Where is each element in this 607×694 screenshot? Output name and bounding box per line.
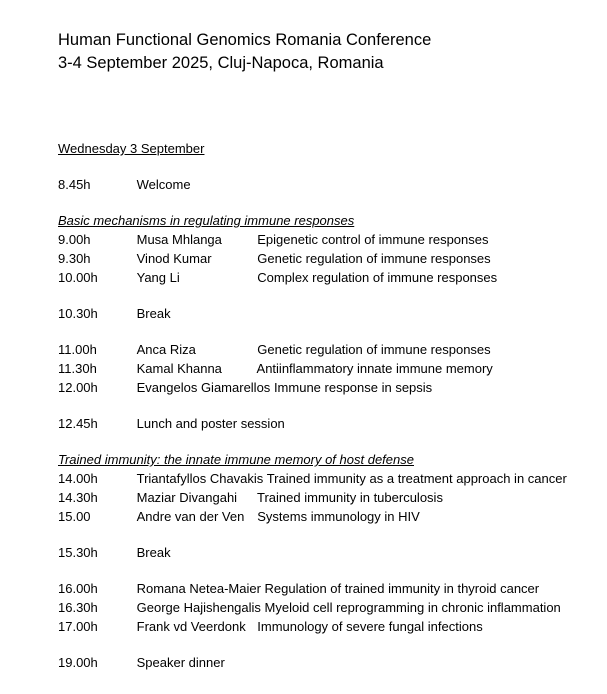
talk-title: Epigenetic control of immune responses xyxy=(257,232,489,247)
talk-title: Genetic regulation of immune responses xyxy=(257,251,491,266)
talk-title: Immunology of severe fungal infections xyxy=(257,619,483,634)
talk-title: Systems immunology in HIV xyxy=(257,509,420,524)
talk-speaker: Yang Li xyxy=(136,270,180,285)
event-time: 19.00h xyxy=(58,655,98,670)
talk-row xyxy=(58,469,599,488)
conference-title xyxy=(58,29,599,75)
event-label: Speaker dinner xyxy=(136,655,225,670)
event-row-break-morning xyxy=(58,304,599,323)
talk-row xyxy=(58,617,599,636)
talk-speaker: Romana Netea-Maier xyxy=(136,581,261,596)
event-row-break-afternoon xyxy=(58,543,599,562)
talk-time: 14.00h xyxy=(58,471,98,486)
event-label: Break xyxy=(136,306,171,321)
talk-time: 16.30h xyxy=(58,600,98,615)
event-time: 15.30h xyxy=(58,545,98,560)
event-row-welcome xyxy=(58,175,599,194)
talk-speaker: Andre van der Ven xyxy=(136,509,245,524)
talk-speaker: Evangelos Giamarellos xyxy=(136,380,271,395)
talk-speaker: Vinod Kumar xyxy=(136,251,212,266)
talk-row xyxy=(58,598,599,617)
talk-title: Myeloid cell reprogramming in chronic inflammation xyxy=(264,600,561,615)
talk-row xyxy=(58,268,599,287)
talk-speaker: Triantafyllos Chavakis xyxy=(136,471,264,486)
talk-row xyxy=(58,359,599,378)
event-label: Break xyxy=(136,545,171,560)
talk-time: 11.30h xyxy=(58,361,97,376)
event-time: 10.30h xyxy=(58,306,98,321)
talk-speaker: Frank vd Veerdonk xyxy=(136,619,246,634)
talk-time: 15.00 xyxy=(58,509,91,524)
talk-time: 12.00h xyxy=(58,380,98,395)
session-header-trained-immunity: Trained immunity: the innate immune memory of host defense xyxy=(58,452,414,467)
talk-speaker: Maziar Divangahi xyxy=(136,490,238,505)
event-row-lunch xyxy=(58,414,599,433)
talk-time: 16.00h xyxy=(58,581,98,596)
talk-title: Trained immunity as a treatment approach in cancer xyxy=(266,471,567,486)
session-header-basic-mechanisms: Basic mechanisms in regulating immune responses xyxy=(58,213,355,228)
talk-speaker: Kamal Khanna xyxy=(136,361,222,376)
talk-speaker: George Hajishengalis xyxy=(136,600,261,615)
talk-title: Antiinflammatory innate immune memory xyxy=(256,361,493,376)
talk-title: Genetic regulation of immune responses xyxy=(257,342,491,357)
talk-time: 10.00h xyxy=(58,270,98,285)
talk-time: 17.00h xyxy=(58,619,98,634)
event-label: Lunch and poster session xyxy=(136,416,285,431)
talk-row xyxy=(58,488,599,507)
talk-time: 14.30h xyxy=(58,490,98,505)
conference-title-line2: 3-4 September 2025, Cluj-Napoca, Romania xyxy=(58,54,384,72)
talk-row xyxy=(58,249,599,268)
event-time: 8.45h xyxy=(58,177,91,192)
conference-title-line1: Human Functional Genomics Romania Conference xyxy=(58,31,432,49)
talk-title: Regulation of trained immunity in thyroid cancer xyxy=(264,581,540,596)
talk-row xyxy=(58,507,599,526)
talk-speaker: Anca Riza xyxy=(136,342,196,357)
talk-title: Trained immunity in tuberculosis xyxy=(257,490,443,505)
talk-time: 11.00h xyxy=(58,342,97,357)
talk-time: 9.30h xyxy=(58,251,91,266)
talk-speaker: Musa Mhlanga xyxy=(136,232,222,247)
talk-row xyxy=(58,230,599,249)
talk-row xyxy=(58,579,599,598)
talk-title: Immune response in sepsis xyxy=(273,380,433,395)
talk-row xyxy=(58,340,599,359)
event-label: Welcome xyxy=(136,177,191,192)
talk-title: Complex regulation of immune responses xyxy=(257,270,498,285)
talk-time: 9.00h xyxy=(58,232,91,247)
event-time: 12.45h xyxy=(58,416,98,431)
event-row-speaker-dinner xyxy=(58,653,599,672)
talk-row xyxy=(58,378,599,397)
day-heading: Wednesday 3 September xyxy=(58,141,205,156)
